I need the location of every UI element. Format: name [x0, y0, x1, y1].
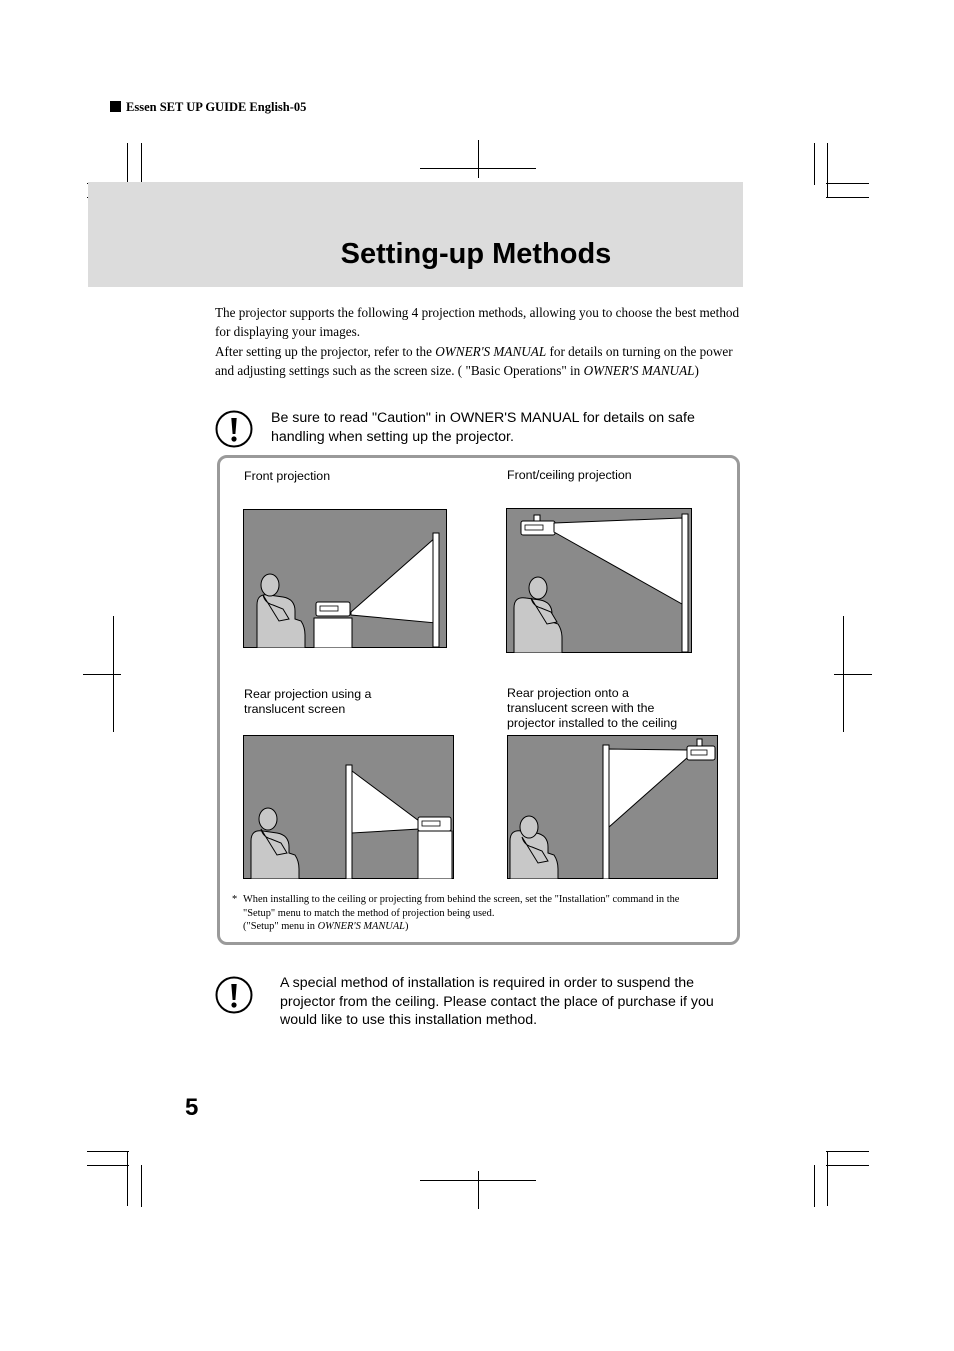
crop-mark [826, 183, 869, 184]
crop-mark [87, 1151, 129, 1152]
registration-mark [834, 674, 872, 675]
crop-mark [127, 1151, 128, 1206]
intro-paragraph-2 [215, 342, 745, 381]
intro-text-run: for details on turning on the power and adjusting settings such as the screen size. ( "Basic Operations" in [215, 343, 733, 378]
footnote-text-run: ) [404, 921, 409, 933]
caution-line: Be sure to read "Caution" in OWNER'S MANUAL for details on safe [271, 410, 695, 426]
caption-line: Front projection [244, 469, 331, 483]
caption-line: Rear projection using a [244, 687, 372, 701]
caption-rear-ceiling-projection [507, 686, 677, 731]
registration-mark [83, 674, 121, 675]
caption-line: projector installed to the ceiling [507, 716, 678, 730]
caution-note-1 [271, 409, 695, 446]
footnote-line: "Setup" menu to match the method of projection being used. [243, 907, 495, 919]
caption-front-ceiling-projection [507, 468, 632, 483]
crop-mark [141, 143, 142, 185]
footnote-text-run: ("Setup" menu in [243, 921, 318, 933]
intro-paragraph-1: The projector supports the following 4 projection methods, allowing you to choose the best method for displaying your images. [215, 305, 740, 340]
caption-line: Rear projection onto a [507, 686, 629, 700]
rear-projection-illustration [243, 735, 454, 879]
caution-line: A special method of installation is required in order to suspend the [280, 975, 695, 991]
front-projection-illustration [243, 509, 447, 648]
registration-mark [420, 1180, 536, 1181]
registration-mark [420, 168, 536, 169]
caption-front-projection [244, 469, 330, 484]
page-number: 5 [185, 1094, 199, 1121]
rear-ceiling-projection-illustration [507, 735, 718, 879]
exclamation-circle-icon [215, 410, 253, 448]
crop-mark [826, 1165, 869, 1166]
page-title: Setting-up Methods [340, 238, 612, 270]
crop-mark [814, 1165, 815, 1207]
crop-mark [827, 1151, 828, 1206]
caption-line: translucent screen [244, 702, 346, 716]
title-band [88, 182, 743, 287]
intro-text [215, 303, 745, 380]
manual-reference: OWNER'S MANUAL [317, 921, 405, 933]
installation-footnote [232, 893, 722, 934]
running-header [110, 100, 306, 115]
caution-note-2 [280, 974, 714, 1030]
footnote-marker: * [232, 894, 238, 905]
crop-mark [141, 1165, 142, 1207]
exclamation-circle-icon [215, 976, 253, 1014]
footnote-body [243, 893, 722, 934]
caption-line: translucent screen with the [507, 701, 655, 715]
footnote-line [243, 920, 722, 934]
crop-mark [87, 1165, 129, 1166]
caption-rear-projection [244, 687, 371, 717]
caution-line: projector from the ceiling. Please contact the place of purchase if you [280, 993, 714, 1010]
manual-reference: OWNER'S MANUAL [435, 343, 547, 359]
crop-mark [827, 143, 828, 198]
intro-text-run: ) [694, 362, 699, 378]
crop-mark [826, 1151, 869, 1152]
registration-mark [478, 140, 479, 178]
header-guide: SET UP GUIDE English-05 [159, 100, 307, 114]
registration-mark [478, 1171, 479, 1209]
caution-line: handling when setting up the projector. [271, 428, 514, 445]
header-square-icon [110, 101, 121, 112]
footnote-line: When installing to the ceiling or projecting from behind the screen, set the "Installation" command in the [243, 894, 680, 905]
caption-line: Front/ceiling projection [507, 468, 632, 482]
caution-line: would like to use this installation method. [280, 1012, 538, 1029]
crop-mark [826, 197, 869, 198]
front-ceiling-projection-illustration [506, 508, 692, 653]
intro-text-run: After setting up the projector, refer to the [215, 343, 436, 359]
manual-reference: OWNER'S MANUAL [583, 362, 695, 378]
header-brand: Essen [126, 100, 157, 114]
crop-mark [814, 143, 815, 185]
